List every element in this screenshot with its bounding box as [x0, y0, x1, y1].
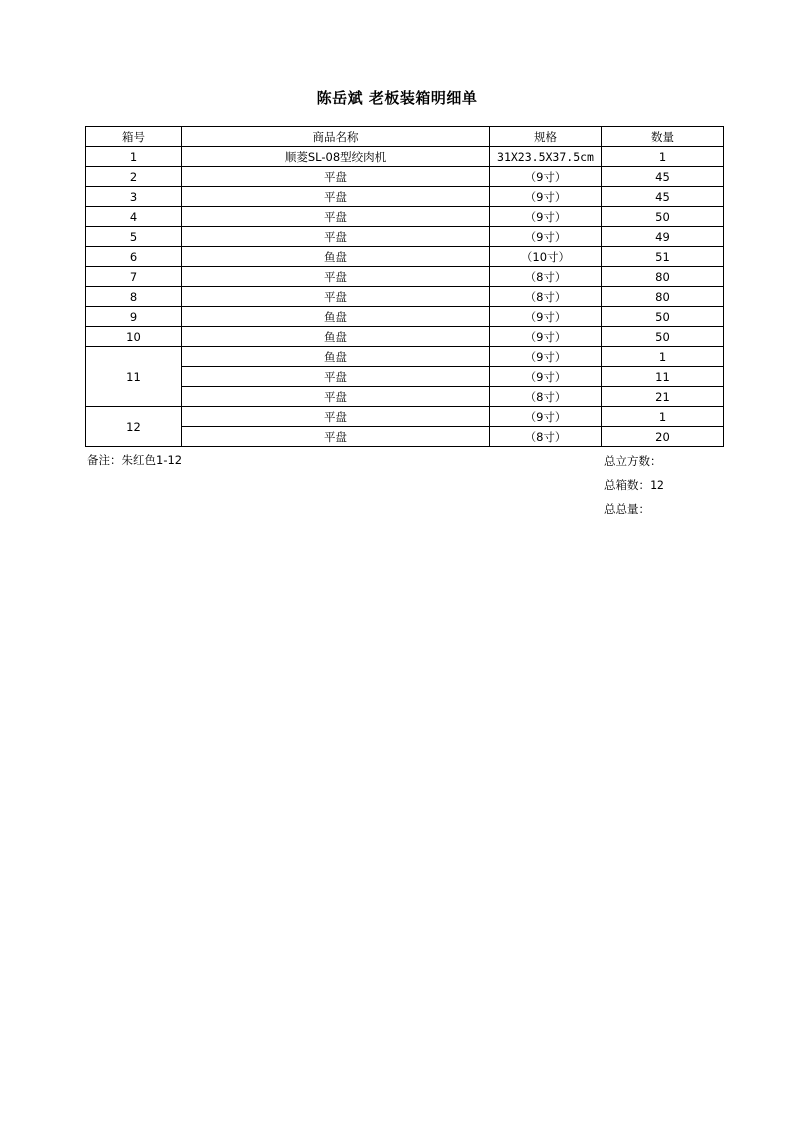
cell-quantity: 11 [602, 367, 724, 387]
header-quantity: 数量 [602, 127, 724, 147]
cell-box-number: 10 [86, 327, 182, 347]
table-row [86, 367, 724, 387]
total-boxes-value: 12 [650, 478, 664, 492]
cell-product-name: 鱼盘 [182, 307, 490, 327]
cell-product-name: 平盘 [182, 367, 490, 387]
cell-product-name: 平盘 [182, 207, 490, 227]
cell-spec: （9寸） [490, 187, 602, 207]
cell-box-number: 3 [86, 187, 182, 207]
cell-spec: （8寸） [490, 387, 602, 407]
header-product-name: 商品名称 [182, 127, 490, 147]
header-spec: 规格 [490, 127, 602, 147]
table-row [86, 407, 724, 427]
cell-spec: （8寸） [490, 287, 602, 307]
cell-quantity: 49 [602, 227, 724, 247]
table-header-row [86, 127, 724, 147]
table-row [86, 267, 724, 287]
cell-product-name: 鱼盘 [182, 347, 490, 367]
cell-quantity: 51 [602, 247, 724, 267]
total-volume [604, 449, 664, 473]
document-title: 陈岳斌 老板装箱明细单 [316, 89, 478, 107]
table-row [86, 207, 724, 227]
cell-quantity: 1 [602, 407, 724, 427]
cell-box-number: 4 [86, 207, 182, 227]
total-weight-label: 总总量： [604, 502, 650, 516]
cell-quantity: 45 [602, 167, 724, 187]
cell-quantity: 80 [602, 267, 724, 287]
cell-product-name: 平盘 [182, 267, 490, 287]
cell-quantity: 20 [602, 427, 724, 447]
table-row [86, 227, 724, 247]
cell-spec: （9寸） [490, 327, 602, 347]
cell-spec: （9寸） [490, 407, 602, 427]
total-weight [604, 497, 664, 521]
table-row [86, 327, 724, 347]
cell-product-name: 平盘 [182, 187, 490, 207]
table-row [86, 247, 724, 267]
cell-quantity: 1 [602, 147, 724, 167]
cell-product-name: 平盘 [182, 227, 490, 247]
table-row [86, 387, 724, 407]
table-row [86, 347, 724, 367]
cell-quantity: 1 [602, 347, 724, 367]
cell-spec: （9寸） [490, 307, 602, 327]
cell-quantity: 80 [602, 287, 724, 307]
cell-product-name: 平盘 [182, 407, 490, 427]
cell-spec: （9寸） [490, 227, 602, 247]
table-row [86, 427, 724, 447]
totals-block [604, 449, 664, 521]
cell-quantity: 50 [602, 207, 724, 227]
table-row [86, 187, 724, 207]
cell-box-number: 1 [86, 147, 182, 167]
table-row [86, 307, 724, 327]
cell-box-number: 12 [86, 407, 182, 447]
cell-product-name: 鱼盘 [182, 327, 490, 347]
total-boxes-label: 总箱数： [604, 478, 650, 492]
cell-quantity: 50 [602, 307, 724, 327]
cell-quantity: 50 [602, 327, 724, 347]
cell-box-number: 6 [86, 247, 182, 267]
cell-spec: （8寸） [490, 267, 602, 287]
cell-product-name: 平盘 [182, 427, 490, 447]
cell-box-number: 7 [86, 267, 182, 287]
cell-spec: （8寸） [490, 427, 602, 447]
cell-product-name: 平盘 [182, 387, 490, 407]
cell-spec: 31X23.5X37.5cm [490, 147, 602, 167]
total-boxes [604, 473, 664, 497]
header-box-number: 箱号 [86, 127, 182, 147]
cell-product-name: 平盘 [182, 167, 490, 187]
table-row [86, 167, 724, 187]
cell-box-number: 5 [86, 227, 182, 247]
cell-spec: （9寸） [490, 367, 602, 387]
cell-spec: （9寸） [490, 347, 602, 367]
total-volume-label: 总立方数： [604, 454, 662, 468]
cell-product-name: 鱼盘 [182, 247, 490, 267]
table-row [86, 287, 724, 307]
cell-box-number: 8 [86, 287, 182, 307]
cell-spec: （9寸） [490, 167, 602, 187]
packing-table [85, 126, 724, 447]
remark-note: 备注：朱红色1-12 [87, 453, 183, 467]
cell-product-name: 平盘 [182, 287, 490, 307]
cell-box-number: 9 [86, 307, 182, 327]
cell-quantity: 45 [602, 187, 724, 207]
cell-spec: （10寸） [490, 247, 602, 267]
cell-spec: （9寸） [490, 207, 602, 227]
cell-box-number: 2 [86, 167, 182, 187]
cell-product-name: 顺菱SL-08型绞肉机 [182, 147, 490, 167]
cell-quantity: 21 [602, 387, 724, 407]
cell-box-number: 11 [86, 347, 182, 407]
table-body [86, 147, 724, 447]
table-row [86, 147, 724, 167]
